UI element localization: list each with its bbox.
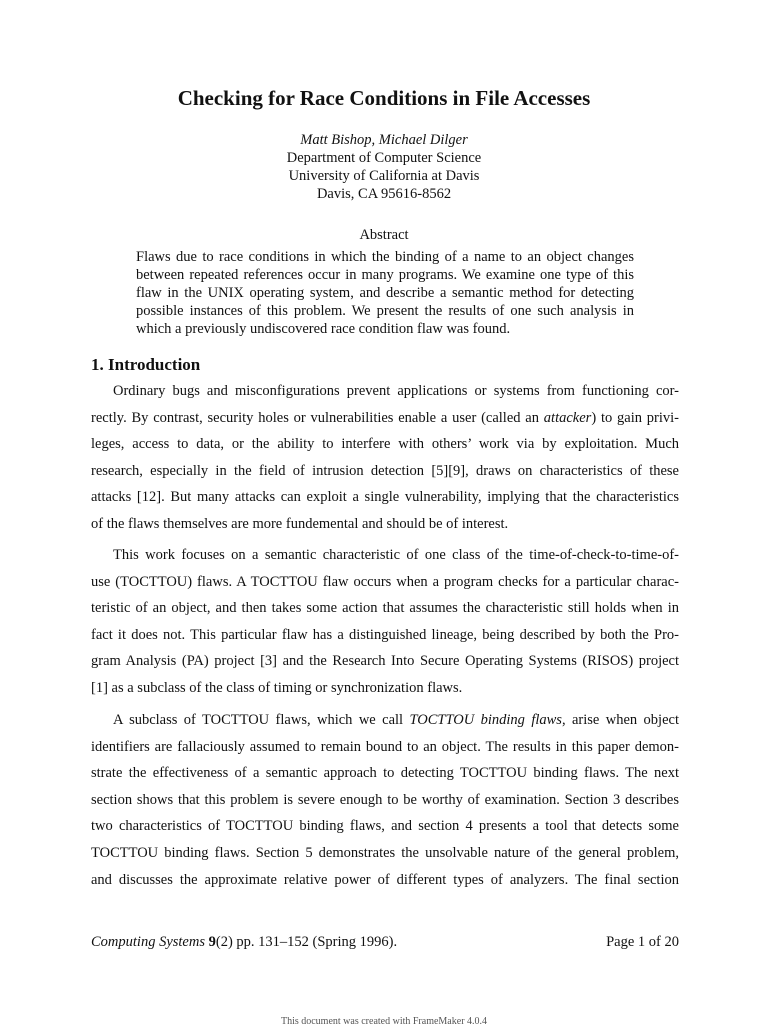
emphasis-attacker: attacker <box>543 409 592 426</box>
author-block <box>0 131 768 203</box>
abstract-line: between repeated references occur in many programs. We examine one type of this <box>136 267 634 283</box>
affiliation-address: Davis, CA 95616-8562 <box>316 186 452 202</box>
paragraph-line: attacks [12]. But many attacks can exploit a single vulnerability, implying that the characteristics <box>91 489 679 506</box>
paragraph-line: use (TOCTTOU) flaws. A TOCTTOU flaw occurs when a program checks for a particular charac- <box>91 573 679 590</box>
affiliation-department: Department of Computer Science <box>286 150 482 166</box>
paragraph-line: leges, access to data, or the ability to interfere with others’ work via by exploitation. Much <box>91 436 679 453</box>
abstract-line: possible instances of this problem. We present the results of one such analysis in <box>136 303 634 319</box>
paragraph-line: Ordinary bugs and misconfigurations prevent applications or systems from functioning cor- <box>113 383 679 399</box>
paragraph-line: two characteristics of TOCTTOU binding flaws, and section 4 presents a tool that detects some <box>91 818 679 835</box>
emphasis-binding-flaws: TOCTTOU binding flaws <box>409 712 562 728</box>
text-run: rectly. By contrast, security holes or vulnerabilities enable a user (called an <box>91 409 544 426</box>
author-names: Matt Bishop, Michael Dilger <box>300 132 468 148</box>
paragraph-line: section shows that this problem is severe enough to be worthy of examination. Section 3 describes <box>91 791 679 808</box>
paragraph-line: TOCTTOU binding flaws. Section 5 demonstrates the unsolvable nature of the general problem, <box>91 844 679 861</box>
abstract-line: which a previously undiscovered race condition flaw was found. <box>136 321 511 337</box>
text-run: A subclass of TOCTTOU flaws, which we call <box>113 712 410 728</box>
abstract-heading: Abstract <box>359 227 409 243</box>
paragraph-line: and discusses the approximate relative power of different types of analyzers. The final section <box>91 871 679 888</box>
abstract-line: Flaws due to race conditions in which the binding of a name to an object changes <box>136 249 634 265</box>
footer-issue: (2) pp. 131–152 (Spring 1996). <box>215 934 398 950</box>
paragraph-line: teristic of an object, and then takes some action that assumes the characteristic still holds when in <box>91 600 679 617</box>
paragraph-line <box>91 405 679 432</box>
paragraph-line: strate the effectiveness of a semantic approach to detecting TOCTTOU binding flaws. The next <box>91 765 679 782</box>
footer-citation <box>91 933 397 951</box>
paragraph-line: This work focuses on a semantic characteristic of one class of the time-of-check-to-time-of- <box>113 547 679 563</box>
cutoff-footer-text: This document was created with FrameMaker 4.0.4 <box>280 1016 488 1024</box>
paragraph-line: gram Analysis (PA) project [3] and the Research Into Secure Operating Systems (RISOS) project <box>91 653 679 670</box>
paragraph-line: fact it does not. This particular flaw has a distinguished lineage, being described by both the Pro- <box>91 626 679 643</box>
footer-journal: Computing Systems <box>91 934 205 950</box>
text-run: , arise when object <box>561 712 679 728</box>
paper-title: Checking for Race Conditions in File Accesses <box>177 86 591 110</box>
abstract-text <box>136 248 634 338</box>
text-run: ) to gain privi- <box>591 409 679 426</box>
page-number: Page 1 of 20 <box>606 934 679 950</box>
paragraph-line: identifiers are fallaciously assumed to remain bound to an object. The results in this paper demon- <box>91 738 679 755</box>
paragraph-line: [1] as a subclass of the class of timing or synchronization flaws. <box>91 679 463 696</box>
intro-paragraph-1 <box>91 378 679 538</box>
abstract-line: flaw in the UNIX operating system, and describe a semantic method for detecting <box>136 285 634 301</box>
affiliation-university: University of California at Davis <box>288 168 480 184</box>
footer-volume: 9 <box>208 934 216 950</box>
paragraph-line <box>91 707 679 734</box>
intro-paragraph-3 <box>91 707 679 893</box>
paragraph-line: of the flaws themselves are more fundemental and should be of interest. <box>91 515 509 532</box>
intro-paragraph-2 <box>91 542 679 702</box>
paragraph-line: research, especially in the field of intrusion detection [5][9], draws on characteristics of these <box>91 462 679 479</box>
section-heading: 1. Introduction <box>91 355 201 374</box>
